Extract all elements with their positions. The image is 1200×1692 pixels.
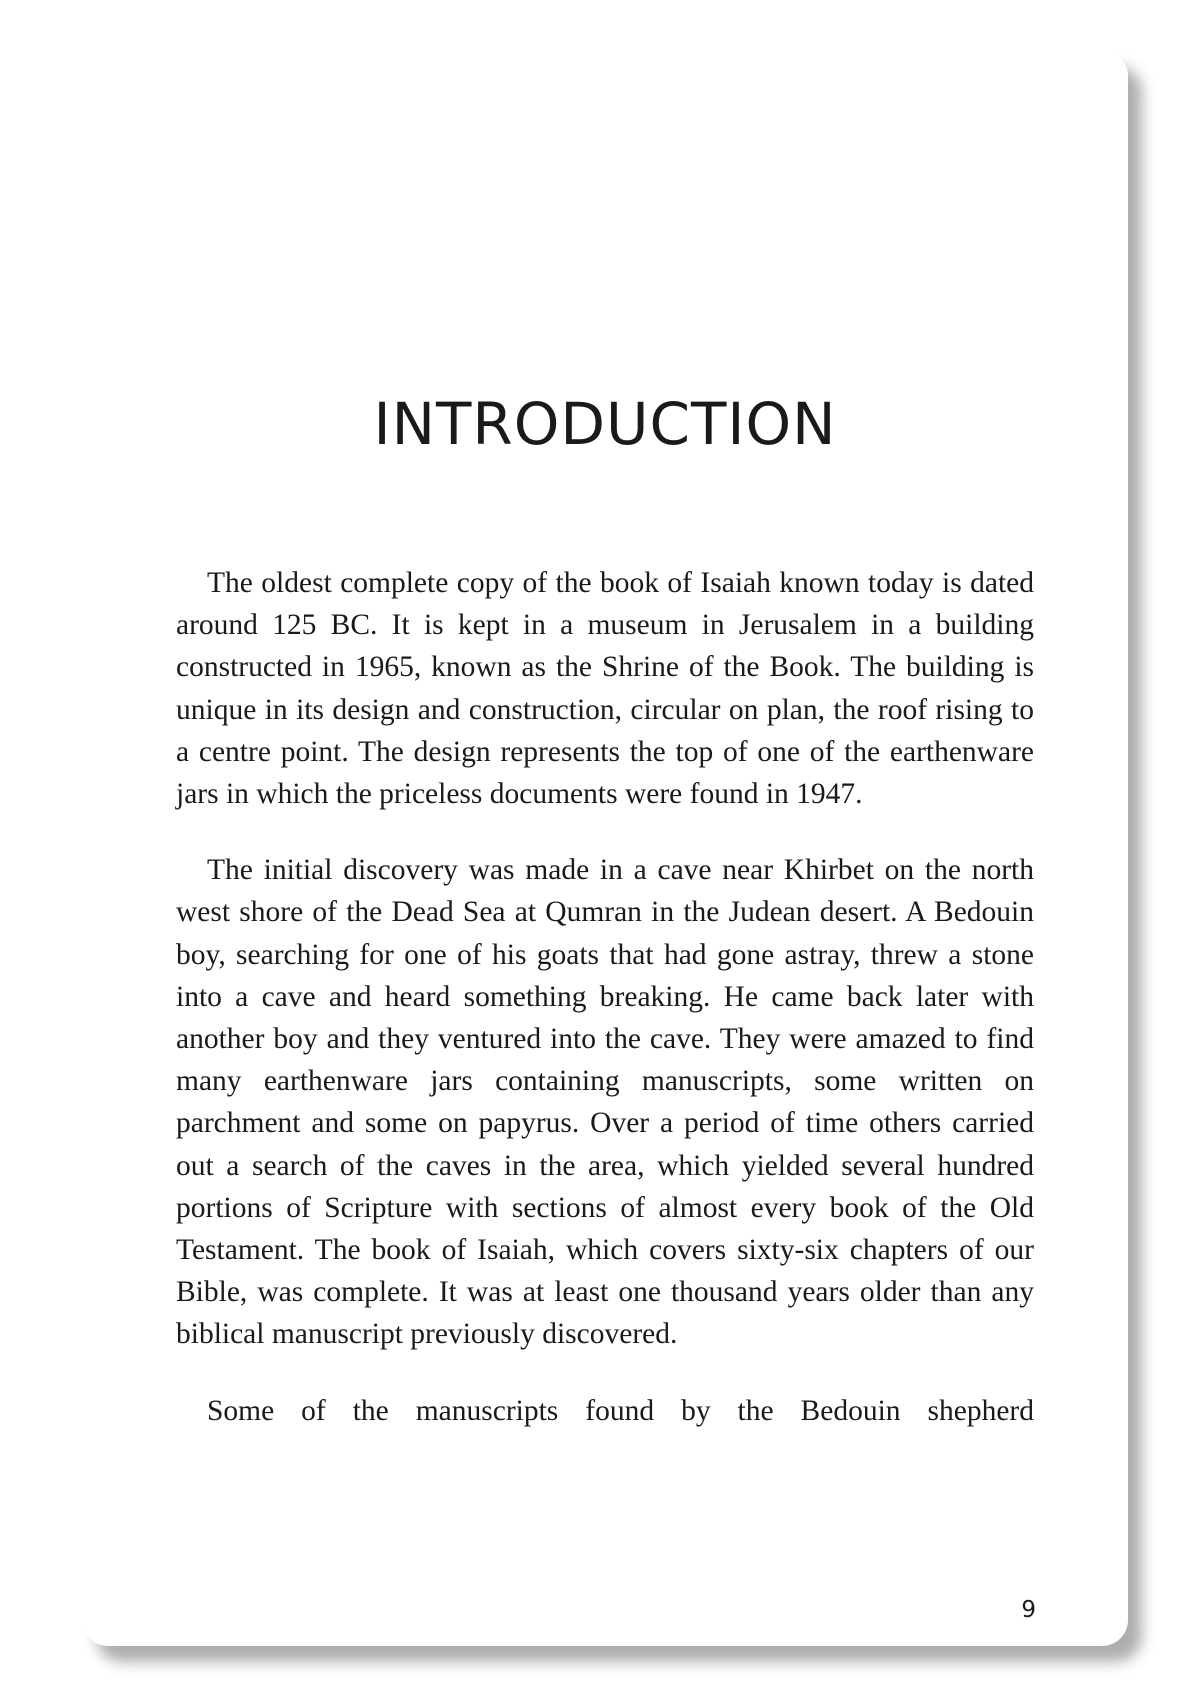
chapter-title: INTRODUCTION [373,390,837,458]
book-page [82,50,1128,1646]
chapter-body [176,562,1034,1432]
paragraph-2: The initial discovery was made in a cave near Khirbet on the north west shore of the Dead Sea at Qumran in the Judean desert. A Bedouin boy, searching for one of his goats that had gone astray, threw a stone into a cave and heard something breaking. He came back later with another boy and they ventured into the cave. They were amazed to find many earthenware jars containing manuscripts, some written on parchment and some on papyrus. Over a period of time others carried out a search of the caves in the area, which yielded several hundred portions of Scripture with sections of almost every book of the Old Testament. The book of Isaiah, which covers sixty-six chapters of our Bible, was complete. It was at least one thousand years older than any biblical manuscript previously discovered. [176,854,1034,1351]
page-number: 9 [1021,1597,1036,1623]
paragraph-1: The oldest complete copy of the book of Isaiah known today is dated around 125 BC. It is kept in a museum in Jerusalem in a building constructed in 1965, known as the Shrine of the Book. The building is unique in its design and construction, circular on plan, the roof rising to a centre point. The design represents the top of one of the earthenware jars in which the priceless documents were found in 1947. [176,567,1034,811]
paragraph-3: Some of the manuscripts found by the Bedouin shepherd [207,1394,1034,1427]
